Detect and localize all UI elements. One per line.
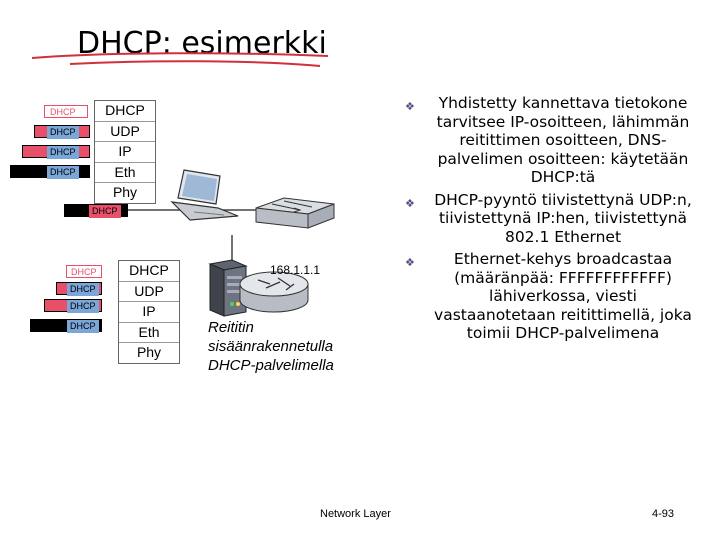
router-caption-line-2: sisäänrakennetulla <box>208 338 334 355</box>
router-protocol-stack <box>118 260 180 364</box>
laptop-icon <box>164 168 244 224</box>
router-layer-eth: Eth <box>119 323 179 344</box>
router-layer-udp: UDP <box>119 282 179 303</box>
packet-eth-layer: DHCP <box>10 165 90 178</box>
packet-udp-layer: DHCP <box>34 125 90 138</box>
bullet-item <box>405 191 697 247</box>
footer-course-label: Network Layer <box>320 508 391 520</box>
router-packet-dhcp: DHCP <box>66 265 102 278</box>
router-caption <box>208 318 334 375</box>
router-ip-address: 168.1.1.1 <box>270 263 321 277</box>
router-packet-eth: DHCP <box>30 319 102 332</box>
diamond-bullet-icon: ❖ <box>405 196 415 210</box>
router-packet-ip: DHCP <box>44 299 102 312</box>
slide-title: DHCP: esimerkki <box>77 26 327 61</box>
bullet-text: DHCP-pyyntö tiivistettynä UDP:n, tiivistettynä IP:hen, tiivistettynä 802.1 Ethernet <box>434 190 692 246</box>
client-layer-eth: Eth <box>95 163 155 184</box>
router-packets <box>26 264 104 336</box>
client-layer-ip: IP <box>95 142 155 163</box>
switch-icon <box>250 196 340 232</box>
diamond-bullet-icon: ❖ <box>405 100 415 113</box>
router-caption-line-3: DHCP-palvelimella <box>208 357 334 374</box>
client-layer-dhcp: DHCP <box>95 101 155 122</box>
router-layer-phy: Phy <box>136 344 162 360</box>
router-packet-udp: DHCP <box>56 282 102 295</box>
router-layer-ip: IP <box>119 302 179 323</box>
packet-ip-layer: DHCP <box>22 145 90 158</box>
diamond-bullet-icon: ❖ <box>405 256 415 269</box>
bullet-text: Ethernet-kehys broadcastaa (määränpää: FFFFFFFFFFFF) lähiverkossa, viesti vastaanotetaan reitittimellä, joka toimii DHCP-palvelimena <box>434 250 692 342</box>
bullet-item <box>405 250 697 343</box>
router-layer-dhcp: DHCP <box>119 261 179 282</box>
bullet-text: Yhdistetty kannettava tietokone tarvitsee IP-osoitteen, lähimmän reitittimen osoitteen, DNS-palvelimen osoitteen: käytetään DHCP:tä <box>436 94 690 186</box>
bullet-item <box>405 94 697 187</box>
bullet-list <box>405 94 697 343</box>
packet-dhcp-layer: DHCP <box>44 105 88 118</box>
client-layer-udp: UDP <box>95 122 155 143</box>
router-caption-line-1: Reititin <box>208 319 254 336</box>
packet-in-transit: DHCP <box>64 204 128 217</box>
client-layer-phy: Phy <box>112 184 138 200</box>
footer-page-number: 4-93 <box>652 508 675 520</box>
